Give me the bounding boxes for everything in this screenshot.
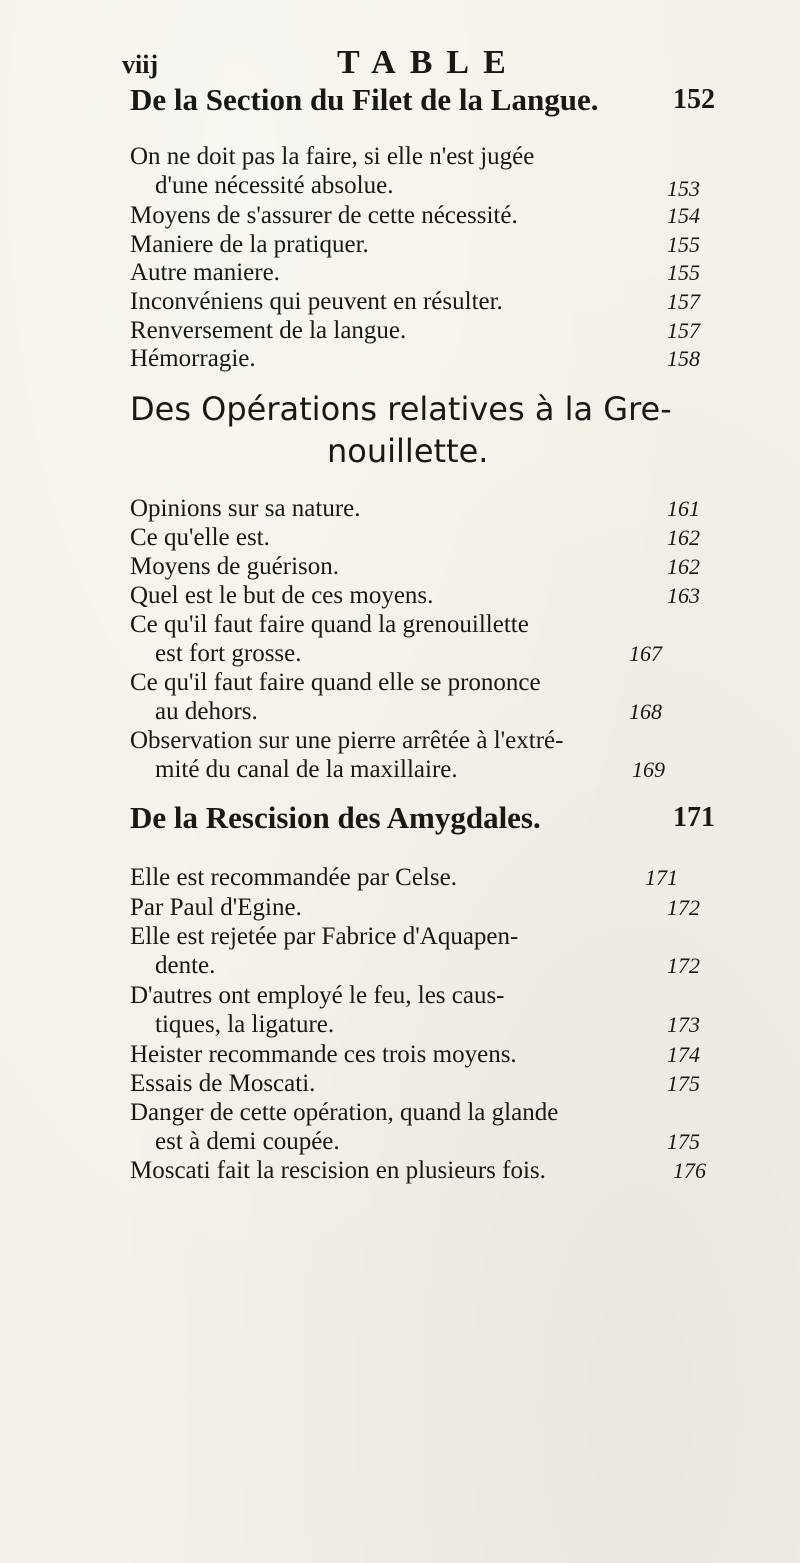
entry-page-number: 167	[629, 641, 662, 666]
entry-text: Autre maniere.	[130, 259, 280, 286]
entry-text: Elle est rejetée par Fabrice d'Aquapen-	[130, 923, 519, 950]
entry-page-number: 155	[667, 260, 700, 285]
entry-page-number: 163	[667, 583, 700, 608]
entry-page-number: 162	[667, 525, 700, 550]
entry-text-continued: est fort grosse.	[155, 640, 302, 667]
entry-text: Moyens de guérison.	[130, 553, 339, 580]
entry-text: Maniere de la pratiquer.	[130, 231, 369, 258]
page-folio: viij	[122, 50, 159, 79]
entry-text: Quel est le but de ces moyens.	[130, 582, 434, 609]
entry-text: Ce qu'elle est.	[130, 524, 270, 551]
index-entry	[130, 922, 700, 982]
entry-text: Moyens de s'assurer de cette nécessité.	[130, 202, 518, 229]
section-title-text: nouillette.	[327, 432, 489, 470]
entry-page-number: 155	[667, 232, 700, 257]
entry-page-number: 176	[673, 1158, 706, 1183]
entry-page-number: 175	[667, 1129, 700, 1154]
entry-text: Observation sur une pierre arrêtée à l'extré-	[130, 727, 564, 754]
section-page-number: 152	[673, 84, 715, 115]
entry-text: Danger de cette opération, quand la glande	[130, 1099, 559, 1126]
entry-text-continued: d'une nécessité absolue.	[155, 172, 394, 199]
section-page-number: 171	[673, 802, 715, 833]
entry-page-number: 162	[667, 554, 700, 579]
index-entry	[130, 981, 700, 1041]
entry-text: Hémorragie.	[130, 345, 256, 372]
entry-page-number: 158	[667, 346, 700, 371]
entry-text: Essais de Moscati.	[130, 1070, 316, 1097]
section-title-grenouillette-continued	[327, 432, 488, 470]
entry-text: Ce qu'il faut faire quand elle se prononce	[130, 669, 541, 696]
index-entry	[130, 726, 700, 786]
entry-text: Inconvéniens qui peuvent en résulter.	[130, 288, 503, 315]
entry-page-number: 169	[632, 757, 665, 782]
entry-text: D'autres ont employé le feu, les caus-	[130, 982, 505, 1009]
section-title-text: De la Section du Filet de la Langue.	[130, 82, 599, 117]
running-title: TABLE	[337, 44, 520, 81]
entry-page-number: 172	[667, 953, 700, 978]
index-entry	[130, 142, 700, 202]
section-title-text: De la Rescision des Amygdales.	[130, 800, 541, 835]
entry-text-continued: mité du canal de la maxillaire.	[155, 756, 458, 783]
entry-page-number: 171	[645, 865, 678, 890]
entry-text: Moscati fait la rescision en plusieurs fois.	[130, 1157, 546, 1184]
entry-text: Elle est recommandée par Celse.	[130, 864, 457, 891]
entry-page-number: 153	[667, 176, 700, 201]
entry-text: Opinions sur sa nature.	[130, 495, 361, 522]
entry-text-continued: au dehors.	[155, 698, 258, 725]
index-entry	[130, 668, 700, 728]
entry-text-continued: dente.	[155, 952, 216, 979]
section-title-text: Des Opérations relatives à la Gre-	[130, 390, 672, 428]
entry-page-number: 172	[667, 895, 700, 920]
entry-page-number: 161	[667, 496, 700, 521]
section-title-amygdales	[130, 800, 715, 836]
entry-text-continued: tiques, la ligature.	[155, 1011, 335, 1038]
entry-text: On ne doit pas la faire, si elle n'est jugée	[130, 143, 535, 170]
entry-page-number: 174	[667, 1042, 700, 1067]
entry-page-number: 173	[667, 1012, 700, 1037]
section-title-grenouillette	[130, 390, 715, 428]
entry-page-number: 175	[667, 1071, 700, 1096]
entry-text: Heister recommande ces trois moyens.	[130, 1041, 517, 1068]
entry-page-number: 157	[667, 318, 700, 343]
entry-text: Renversement de la langue.	[130, 317, 407, 344]
entry-page-number: 157	[667, 289, 700, 314]
entry-text: Ce qu'il faut faire quand la grenouillette	[130, 611, 529, 638]
entry-text-continued: est à demi coupée.	[155, 1128, 340, 1155]
running-head	[122, 44, 682, 84]
entry-text: Par Paul d'Egine.	[130, 894, 302, 921]
section-title-filet	[130, 82, 715, 118]
index-entry	[130, 1098, 700, 1158]
index-entry	[130, 610, 700, 670]
entry-page-number: 168	[629, 699, 662, 724]
entry-page-number: 154	[667, 203, 700, 228]
